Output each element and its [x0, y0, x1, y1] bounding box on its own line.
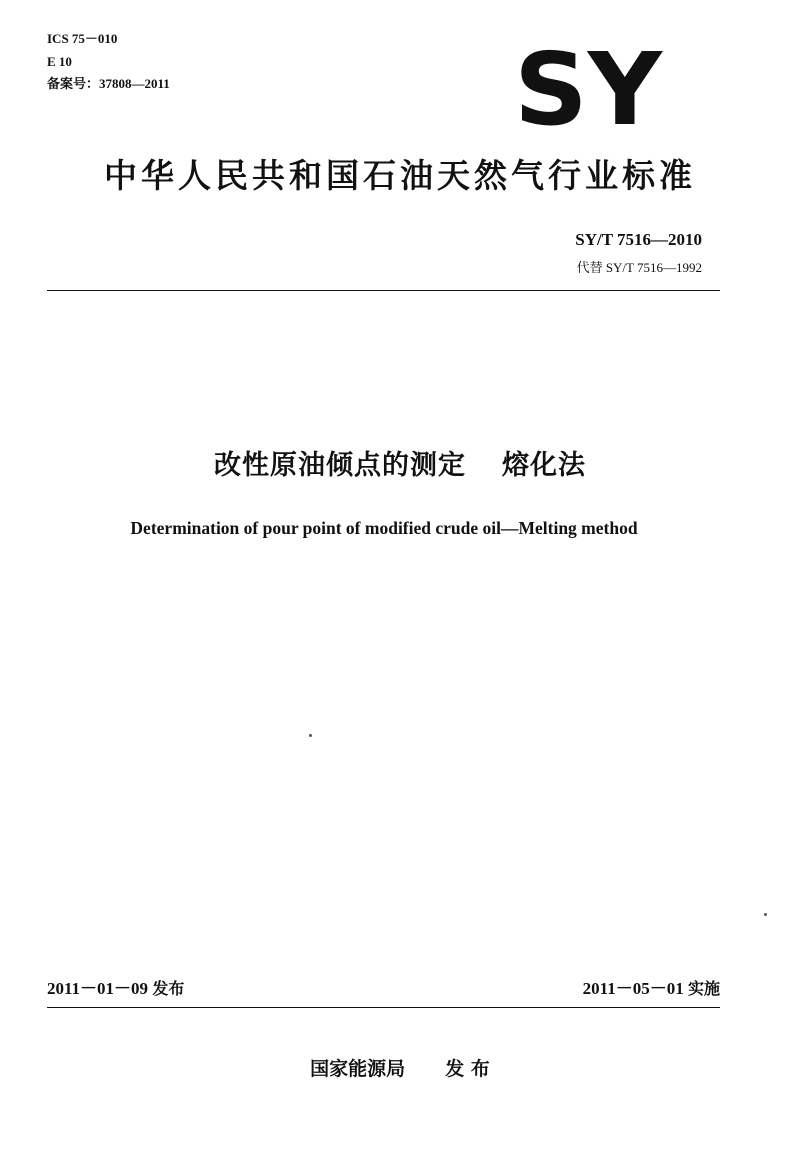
sy-logo-text: SY — [514, 44, 664, 132]
title-chinese — [0, 443, 800, 482]
header-divider — [47, 290, 720, 291]
standard-category-heading: 中华人民共和国石油天然气行业标准 — [104, 156, 696, 195]
title-english: Determination of pour point of modified crude oil—Melting method — [130, 518, 638, 538]
title-chinese-method: 熔化法 — [502, 450, 586, 481]
scan-mark — [764, 913, 767, 916]
effective-date-line — [583, 974, 720, 999]
footer-divider — [47, 1007, 720, 1008]
issuer-action: 发 布 — [445, 1058, 490, 1080]
standard-number: SY/T 7516—2010 — [575, 230, 702, 249]
issuer-name: 国家能源局 — [310, 1058, 406, 1080]
issuer-line — [0, 1054, 800, 1081]
record-number: 备案号：37808—2011 — [47, 76, 170, 91]
issue-date: 2011－01－09 — [47, 979, 149, 998]
issue-label: 发布 — [152, 979, 185, 998]
replaced-standard: 代替 SY/T 7516—1992 — [576, 260, 702, 275]
scan-mark — [309, 734, 312, 737]
effective-label: 实施 — [687, 979, 720, 998]
sy-logo — [512, 44, 664, 132]
title-chinese-main: 改性原油倾点的测定 — [214, 450, 466, 481]
ics-code: ICS 75－010 — [47, 31, 118, 46]
ccs-code: E 10 — [47, 54, 72, 69]
issue-date-line — [47, 974, 184, 999]
effective-date: 2011－05－01 — [582, 979, 684, 998]
